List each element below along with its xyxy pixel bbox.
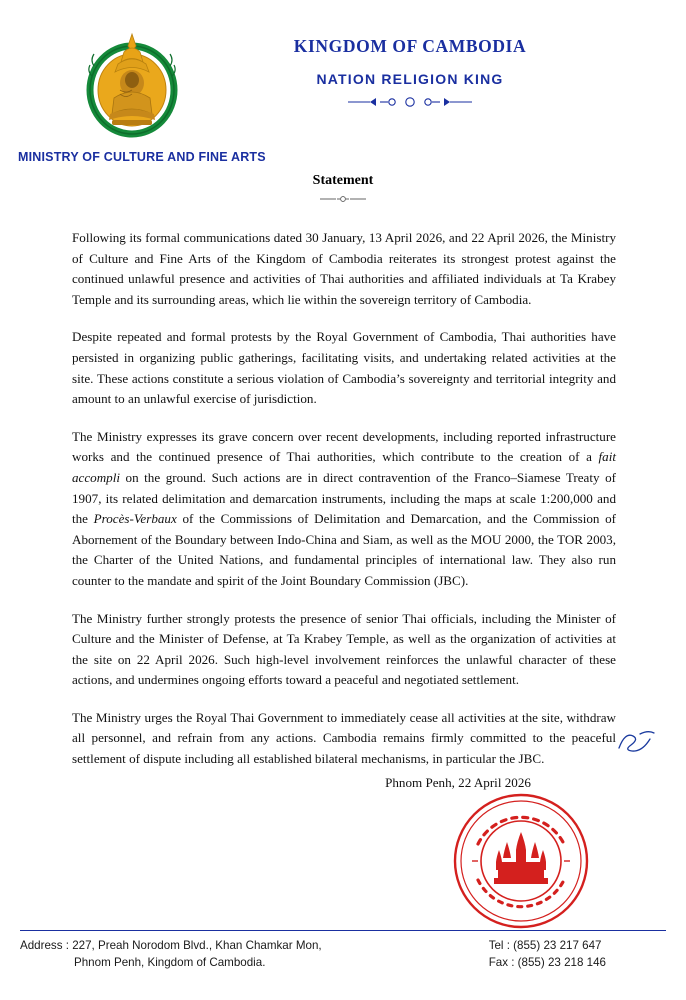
address-label: Address : — [20, 939, 69, 952]
footer-fax: Fax : (855) 23 218 146 — [488, 955, 606, 969]
kingdom-title: KINGDOM OF CAMBODIA — [293, 36, 527, 56]
header-titles — [195, 36, 625, 108]
paragraph-2: Despite repeated and formal protests by the Royal Government of Cambodia, Thai authorities have persisted in organizing public gatherings, facilitating visits, and undertaking related activities at the site. These actions constitute a serious violation of Cambodia’s sovereignty and territorial integrity and amount to an unlawful exercise of jurisdiction. — [72, 329, 616, 407]
statement-heading-block — [0, 173, 686, 203]
document-footer — [20, 938, 666, 971]
paragraph-5: The Ministry urges the Royal Thai Government to immediately cease all activities at the site, withdraw all personnel, and refrain from any actions. Cambodia remains firmly committed to the peaceful settlement of dispute including all established bilateral mechanisms, in particular the JBC. — [72, 709, 616, 767]
footer-address — [20, 938, 322, 971]
signature-icon — [616, 728, 662, 754]
document-body — [72, 228, 616, 770]
header-ornament-divider — [195, 96, 625, 108]
place-and-date: Phnom Penh, 22 April 2026 — [385, 775, 531, 790]
motto-title: NATION RELIGION KING — [316, 71, 504, 87]
official-seal-icon — [452, 792, 590, 930]
royal-emblem-icon — [82, 28, 182, 140]
footer-divider — [20, 930, 666, 931]
ministry-name: MINISTRY OF CULTURE AND FINE ARTS — [18, 150, 266, 164]
paragraph-4: The Ministry further strongly protests the presence of senior Thai officials, including the Minister of Culture and the Minister of Defense, at Ta Krabey Temple, as well as the organization of activities at the site on 22 April 2026. Such high-level involvement reinforces the unlawful character of these actions, and undermines ongoing efforts toward a peaceful and negotiated settlement. — [72, 610, 616, 688]
document-header — [0, 0, 686, 164]
paragraph-1: Following its formal communications dated 30 January, 13 April 2026, and 22 April 2026, the Ministry of Culture and Fine Arts of the Kingdom of Cambodia reiterates its strongest protest against the continued unlawful presence and activities of Thai authorities and affiliated individuals at Ta Krabey Temple and its surrounding areas, which lie within the sovereign territory of Cambodia. — [72, 230, 616, 307]
paragraph-3: The Ministry expresses its grave concern over recent developments, including reported infrastructure works and the continued presence of Thai authorities, which contribute to the creation of a fait accompli on the ground. Such actions are in direct contravention of the Franco–Siamese Treaty of 1907, its related delimitation and demarcation instruments, including the maps at scale 1:200,000 and the Procès-Verbaux of the Commissions of Delimitation and Demarcation, and the Commission of Abornement of the Boundary between Indo-China and Siam, as well as the MOU 2000, the TOR 2003, the Charter of the United Nations, and fundamental principles of international law. They also run counter to the mandate and spirit of the Joint Boundary Commission (JBC). — [72, 428, 617, 588]
address-line-2: Phnom Penh, Kingdom of Cambodia. — [74, 955, 266, 969]
address-line-1: 227, Preah Norodom Blvd., Khan Chamkar Mon, — [72, 939, 322, 952]
footer-tel: Tel : (855) 23 217 647 — [488, 939, 602, 952]
footer-contacts — [489, 938, 666, 971]
page-title: Statement — [312, 173, 374, 188]
title-ornament-divider — [0, 195, 686, 203]
